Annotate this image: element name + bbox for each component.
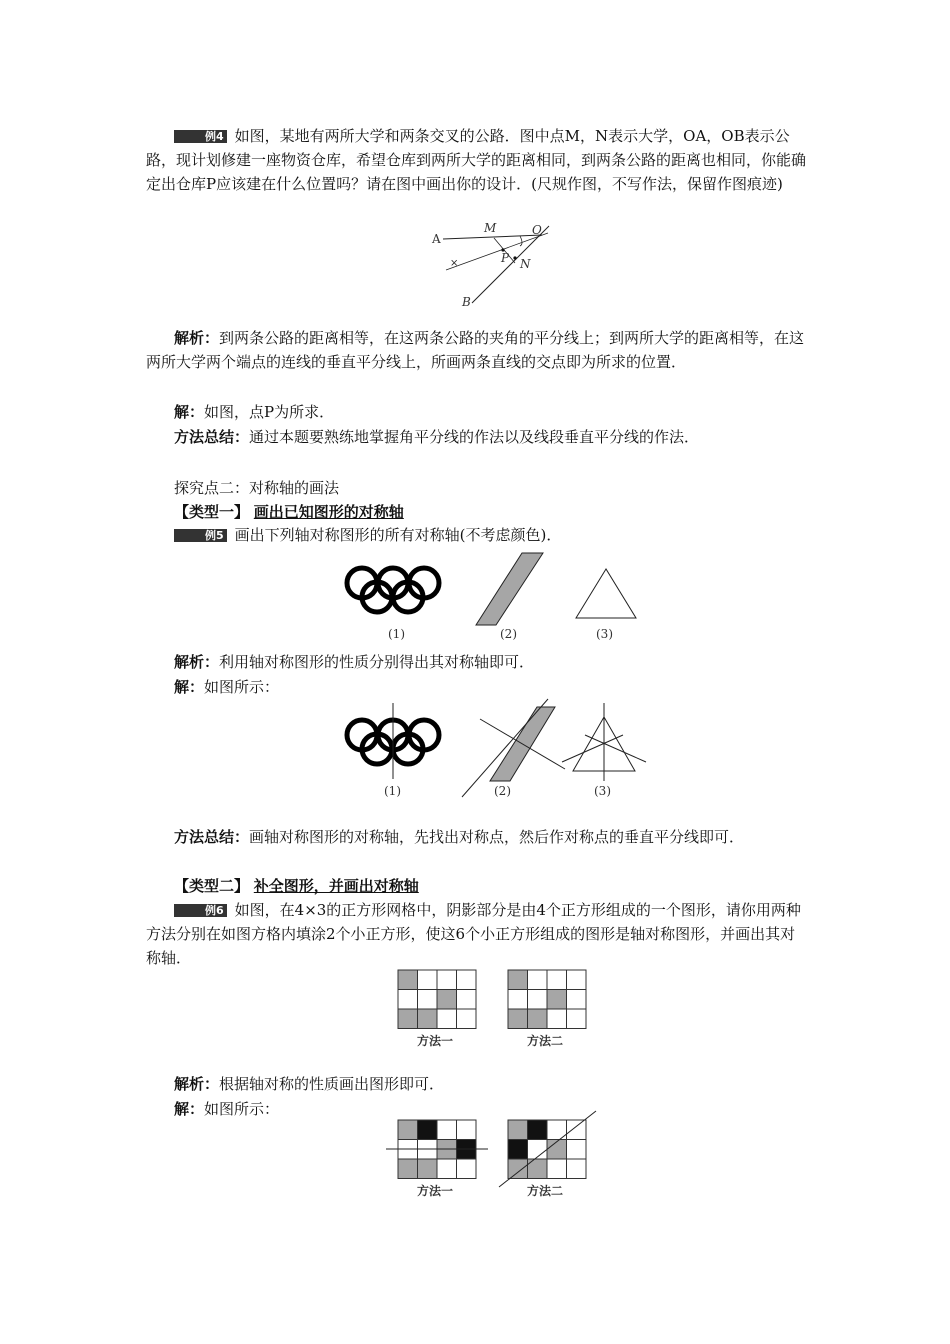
- ex6-problem: [146, 898, 810, 970]
- analysis-label: 解析：: [174, 653, 220, 671]
- summary-label: 方法总结：: [174, 828, 250, 846]
- solution-text: 如图所示：: [204, 1100, 280, 1118]
- example-badge: 例6: [174, 904, 227, 917]
- ex6-text: 如图，在4×3的正方形网格中，阴影部分是由4个正方形组成的一个图形，请你用两种方法分别在如图方格内填涂2个小正方形，使这6个小正方形组成的图形是轴对称图形，并画出其对称轴．: [146, 901, 801, 967]
- solution-label: 解：: [174, 403, 205, 421]
- caption-1: (1): [388, 627, 405, 641]
- solution-text: 如图所示：: [204, 678, 280, 696]
- type2-bracket: 【类型二】: [174, 877, 250, 895]
- ex4-analysis: [146, 326, 810, 374]
- caption-2: (2): [500, 627, 517, 641]
- svg-text:×: ×: [450, 258, 459, 269]
- caption-method2: 方法二: [527, 1034, 564, 1048]
- type2-heading: [146, 874, 810, 898]
- solution-label: 解：: [174, 1100, 205, 1118]
- ex5-summary: [146, 825, 810, 849]
- caption-3: (3): [596, 627, 613, 641]
- analysis-text: 根据轴对称的性质画出图形即可．: [219, 1075, 445, 1093]
- example-badge: 例4: [174, 130, 227, 143]
- summary-text: 通过本题要熟练地掌握角平分线的作法以及线段垂直平分线的作法．: [249, 428, 700, 446]
- ex4-solution: [146, 400, 810, 424]
- ex5-analysis: [146, 650, 810, 674]
- caption-1: (1): [384, 784, 401, 798]
- label-A: A: [432, 232, 441, 246]
- caption-method1: 方法一: [417, 1034, 454, 1048]
- section-title: 探究点二：对称轴的画法: [174, 479, 340, 497]
- type1-bracket: 【类型一】: [174, 503, 250, 521]
- ex4-problem: [146, 124, 810, 196]
- ex4-text: 如图，某地有两所大学和两条交叉的公路．图中点M，N表示大学，OA，OB表示公路，现计划修建一座物资仓库，希望仓库到两所大学的距离相同，到两条公路的距离也相同，你能确定出仓库P应该建在什么位置吗？请在图中画出你的设计．(尺规作图，不写作法，保留作图痕迹): [146, 127, 807, 193]
- type1-heading: [146, 500, 810, 524]
- caption-3: (3): [594, 784, 611, 798]
- ex5-text: 画出下列轴对称图形的所有对称轴(不考虑颜色)．: [234, 526, 562, 544]
- ex6-analysis: [146, 1072, 810, 1096]
- caption-method1: 方法一: [417, 1184, 454, 1198]
- analysis-label: 解析：: [174, 329, 220, 347]
- analysis-text: 利用轴对称图形的性质分别得出其对称轴即可．: [219, 653, 535, 671]
- ex6-answer-grids: [385, 1118, 610, 1203]
- summary-label: 方法总结：: [174, 428, 250, 446]
- ex5-answer-figures: [340, 695, 650, 805]
- example-badge: 例5: [174, 529, 227, 542]
- ex5-figures: [340, 545, 650, 645]
- caption-2: (2): [494, 784, 511, 798]
- label-B: B: [462, 295, 471, 309]
- analysis-text: 到两条公路的距离相等，在这两条公路的夹角的平分线上；到两所大学的距离相等，在这两所大学两个端点的连线的垂直平分线上，所画两条直线的交点即为所求的位置．: [146, 329, 805, 371]
- label-M: M: [484, 221, 497, 235]
- ex4-figure: [420, 218, 560, 310]
- caption-method2: 方法二: [527, 1184, 564, 1198]
- type2-title: 补全图形，并画出对称轴: [253, 877, 419, 895]
- label-O: O: [532, 223, 542, 237]
- ex6-grids: [397, 968, 597, 1053]
- analysis-label: 解析：: [174, 1075, 220, 1093]
- type1-title: 画出已知图形的对称轴: [253, 503, 404, 521]
- label-P: P: [501, 251, 510, 265]
- solution-label: 解：: [174, 678, 205, 696]
- solution-text: 如图，点P为所求．: [204, 403, 335, 421]
- ex4-summary: [146, 425, 810, 449]
- label-N: N: [520, 257, 531, 271]
- summary-text: 画轴对称图形的对称轴，先找出对称点，然后作对称点的垂直平分线即可．: [249, 828, 745, 846]
- ex5-problem: [146, 523, 810, 547]
